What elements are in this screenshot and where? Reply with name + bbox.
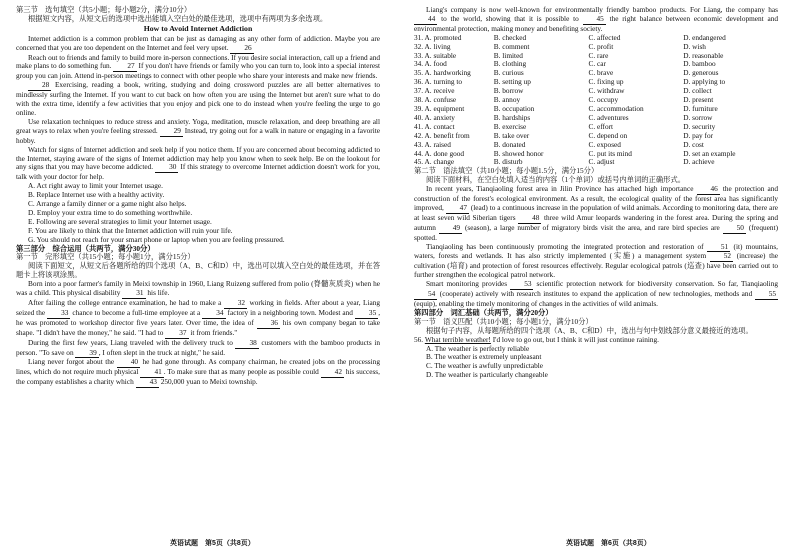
cloze-option-cell: B. occupation <box>493 103 535 113</box>
blank-37[interactable]: 37 <box>165 329 188 339</box>
cloze-option-cell: D. cost <box>683 139 704 149</box>
cloze-option-cell: B. disturb <box>493 157 523 167</box>
cloze-option-cell: 45. A. change <box>414 157 455 167</box>
cloze-option-cell: D. generous <box>683 68 719 78</box>
blank-40[interactable]: 40 <box>117 358 140 368</box>
cloze-option-cell: B. annoy <box>493 95 521 105</box>
blank-50[interactable]: 50 <box>723 224 746 234</box>
cloze-option-cell: D. security <box>683 121 716 131</box>
blank-44[interactable]: 44 <box>414 15 437 25</box>
sentence-options <box>16 182 380 244</box>
page-footer-right: 英语试题 第6页（共8页） <box>566 540 651 547</box>
blank-52[interactable]: 52 <box>710 252 733 262</box>
blank-38[interactable]: 38 <box>235 339 258 349</box>
cloze-option-cell: C. exposed <box>588 139 621 149</box>
cloze-option-cell: 35. A. hardworking <box>414 68 471 78</box>
blank-36[interactable]: 36 <box>257 319 280 329</box>
section3-heading: 第三节 选句填空（共5小题；每小题2分，满分10分） <box>16 5 192 14</box>
cloze-option-cell: D. collect <box>683 86 712 96</box>
part4-heading: 第四部分 词汇基础（共两节，满分20分） <box>414 307 553 317</box>
cloze-option-cell: B. comment <box>493 41 530 51</box>
underlined-phrase: What terrible weather! <box>424 334 491 344</box>
blank-39[interactable]: 39 <box>75 349 98 359</box>
option-b: B. Replace Internet use with a healthy activity. <box>28 190 165 200</box>
blank-46[interactable]: 46 <box>697 185 720 195</box>
blank-34[interactable]: 34 <box>202 309 225 319</box>
cloze-paragraph: Born into a poor farmer's family in Meixi township in 1960, Liang Ruizeng suffered from polio (脊髓灰质炎) when he was a child. This physical disability 31 his life. <box>16 279 380 298</box>
option-d: D. Employ your extra time to do something worthwhile. <box>28 207 193 217</box>
q56-option-b: B. The weather is extremely unpleasant <box>426 352 542 362</box>
cloze-option-cell: 32. A. living <box>414 41 451 51</box>
cloze-option-cell: D. sorrow <box>683 112 713 122</box>
cloze-option-cell: B. take over <box>493 130 530 140</box>
left-column <box>16 6 380 388</box>
cloze-option-cell: C. affected <box>588 32 621 42</box>
cloze-option-cell: 37. A. receive <box>414 86 455 96</box>
cloze-option-cell: C. effort <box>588 121 614 131</box>
cloze-option-cell: B. exercise <box>493 121 527 131</box>
grammar-paragraph: Tianqiaoling has been continuously promoting the integrated protection and restoration of 51 (it) mountains, waters, forests and wetlands. It has also strictly implemented (实施) a management system 52 (increase) the cultivation (培育) and protection of forest resources effectively. Regular ecological patrols (巡查) have been carried out to further strengthen the ecological patrol network. <box>414 241 779 280</box>
cloze-option-cell: 41. A. contact <box>414 121 455 131</box>
cloze-option-cell: 34. A. food <box>414 59 447 69</box>
blank-49[interactable]: 49 <box>439 224 462 234</box>
blank-47[interactable]: 47 <box>446 204 469 214</box>
cloze-option-cell: C. occupy <box>588 95 619 105</box>
cloze-paragraph: After failing the college entrance examination, he had to make a 32 working in fields. After about a year, Liang seized the 33 chance to become a full-time employee at a 34 factory in a neighboring town. Modest and 35 , he was promoted to workshop director five years later. Over time, the idea of 36 his own company began to take shape. "I didn't have the money," he said. "I had to 37 it from friends." <box>16 298 381 337</box>
cloze-option-cell: C. fixing up <box>588 77 624 87</box>
grammar-paragraph: Smart monitoring provides 53 scientific protection network for biodiversity conservation. So far, Tianqiaoling 54 (cooperate) actively with research institutes to expand the application of new technologies, methods and 55 (equip), enabling the timely monitoring of changes in the activities of wild animals. <box>414 279 778 308</box>
cloze-option-cell: 44. A. done good <box>414 148 465 158</box>
cloze-option-cell: C. withdraw <box>588 86 625 96</box>
cloze-option-cell: D. pay for <box>683 130 714 140</box>
cloze-option-cell: D. bamboo <box>683 59 716 69</box>
grammar-paragraph: In recent years, Tianqiaoling forest area in Jilin Province has attached high importance 46 the protection and construction of the forest's ecological environment. As a result, the ecological quality of the forest area has significantly improved, 47 (lead) to a continuous increase in the population of wild animals. According to monitoring data, there are at least seven wild Siberian tigers 48 three wild Amur leopards wandering in the forest area. During the spring and autumn 49 (season), a large number of migratory birds visit the area, and rare bird species are 50 (frequent) spotted. <box>414 184 779 242</box>
page-footer-left: 英语试题 第5页（共8页） <box>170 540 255 547</box>
cloze-option-cell: D. reasonable <box>683 50 724 60</box>
right-column <box>414 6 778 380</box>
passage-paragraph: Watch for signs of Internet addiction and seek help if you notice them. If you are concerned about becoming addicted to the Internet, staying aware of the signs of Internet addiction may help you know when to seek help. Be on the lookout for any signs that you may have become addicted. 30 If this strategy to overcome Internet addiction doesn't work for you, talk with your doctor for help. <box>16 144 380 182</box>
blank-42[interactable]: 42 <box>321 368 344 378</box>
cloze-paragraph: Liang's company is now well-known for environmentally friendly bamboo products. For Liang, the company has 44 to the world, showing that it is possible to 45 the right balance between economic development and environmental protection, making money and benefiting society. <box>414 5 778 33</box>
passage-paragraph: Use relaxation techniques to reduce stress and anxiety. Yoga, meditation, muscle relaxation, and deep breathing are all great ways to relax when you're feeling stressed. 29 Instead, try going out for a walk in nature or engaging in a favorite hobby. <box>16 116 381 145</box>
blank-41[interactable]: 41 <box>140 368 163 378</box>
cloze-option-cell: B. setting up <box>493 77 531 87</box>
passage-title: How to Avoid Internet Addiction <box>143 23 253 33</box>
matching-instructions: 根据句子内容，从每题所给的四个选项（A、B、C和D）中，选出与句中划线部分意义最接近的选项。 <box>426 325 753 335</box>
cloze-heading: 第一节 完形填空（共15小题；每小题1分，满分15分） <box>16 252 195 262</box>
cloze-option-cell: C. profit <box>588 41 614 51</box>
cloze-options-table <box>414 34 778 168</box>
blank-48[interactable]: 48 <box>518 214 541 224</box>
cloze-option-cell: C. adventures <box>588 112 629 122</box>
option-e: E. Following are several strategies to limit your Internet usage. <box>28 216 212 226</box>
cloze-option-cell: 40. A. anxiety <box>414 112 455 122</box>
option-f: F. You are likely to think that the Internet addiction will ruin your life. <box>28 225 233 235</box>
passage-paragraph: Reach out to friends and family to build more in-person connections. If you desire social interaction, call up a friend and make plans to do something fun. 27 If you don't have friends or family who you can turn to, look into a special interest group you can join. Attend in-person meetings to connect with other people who share your interests and make new friends. <box>16 52 380 81</box>
cloze-instructions: 阅读下面短文，从短文后各题所给的四个选项（A、B、C和D）中，选出可以填入空白处的最佳选项，并在答题卡上将该项涂黑。 <box>16 261 380 280</box>
cloze-option-cell: C. rare <box>588 50 609 60</box>
cloze-option-cell: D. achieve <box>683 157 715 167</box>
cloze-option-cell: 33. A. suitable <box>414 50 457 60</box>
q56-option-a: A. The weather is perfectly reliable <box>426 343 530 353</box>
grammar-instructions: 阅读下面材料，在空白处填入适当的内容（1个单词）或括号内单词的正确形式。 <box>426 175 686 185</box>
cloze-option-cell: D. applying to <box>683 77 726 87</box>
cloze-option-cell: C. car <box>588 59 606 69</box>
cloze-option-cell: D. wish <box>683 41 706 51</box>
cloze-option-cell: 36. A. turning to <box>414 77 463 87</box>
blank-27[interactable]: 27 <box>113 62 136 72</box>
cloze-option-cell: B. limited <box>493 50 523 60</box>
q56-option-d: D. The weather is particularly changeable <box>426 370 548 380</box>
passage-paragraph: Internet addiction is a common problem that can be just as damaging as any other form of addiction. Maybe you are concerned that you are too dependent on the Internet and feel very upset. 26 <box>16 33 380 52</box>
cloze-option-cell: 31. A. promoted <box>414 32 462 42</box>
question-56: 56. What terrible weather! I'd love to go out, but I think it will just continue raining. <box>414 334 659 344</box>
matching-heading: 第一节 语义匹配（共10小题；每小题1分，满分10分） <box>414 316 593 326</box>
cloze-option-cell: D. furniture <box>683 103 718 113</box>
blank-55[interactable]: 55 <box>755 290 778 300</box>
blank-51[interactable]: 51 <box>707 243 730 253</box>
cloze-option-cell: C. depend on <box>588 130 628 140</box>
cloze-option-cell: B. checked <box>493 32 527 42</box>
cloze-option-cell: C. adjust <box>588 157 615 167</box>
option-g: G. You should not reach for your smart phone or laptop when you are feeling pressured. <box>28 234 285 244</box>
blank-54[interactable]: 54 <box>414 290 437 300</box>
part3-heading: 第三部分 综合运用（共两节，满分30分） <box>16 243 155 253</box>
cloze-option-cell: B. borrow <box>493 86 524 96</box>
cloze-option-cell: 38. A. confuse <box>414 95 457 105</box>
blank-53[interactable]: 53 <box>510 280 533 290</box>
section3-instructions: 根据短文内容，从短文后的选项中选出能填入空白处的最佳选项，选项中有两项为多余选项。 <box>28 13 328 23</box>
blank-30[interactable]: 30 <box>155 163 178 173</box>
blank-33[interactable]: 33 <box>47 309 70 319</box>
cloze-option-cell: C. accommodation <box>588 103 644 113</box>
cloze-option-cell: B. curious <box>493 68 524 78</box>
cloze-paragraph: During the first few years, Liang traveled with the delivery truck to 38 customers with the bamboo products in person. "To save on 39 , I often slept in the truck at night," he said. <box>16 337 381 357</box>
cloze-option-cell: B. clothing <box>493 59 527 69</box>
blank-35[interactable]: 35 <box>355 309 378 319</box>
blank-31[interactable]: 31 <box>122 289 145 299</box>
blank-43[interactable]: 43 <box>136 378 159 388</box>
cloze-option-cell: B. donated <box>493 139 526 149</box>
grammar-heading: 第二节 语法填空（共10小题；每小题1.5分，满分15分） <box>414 166 599 176</box>
cloze-option-cell: C. brave <box>588 68 614 78</box>
cloze-option-cell: C. put its mind <box>588 148 632 158</box>
option-a: A. Act right away to limit your Internet usage. <box>28 181 163 191</box>
q56-option-c: C. The weather is awfully unpredictable <box>426 361 543 371</box>
cloze-option-cell: B. hardships <box>493 112 531 122</box>
cloze-option-cell: D. endangered <box>683 32 726 42</box>
blank-32[interactable]: 32 <box>224 299 247 309</box>
cloze-option-cell: D. set an example <box>683 148 736 158</box>
passage-paragraph: 28 Exercising, reading a book, writing, studying and doing crossword puzzles are all better alternatives to mindlessly surfing the Internet. If you want to cut back on how often you are using the Internet but aren't sure what to do with the extra time, identify a few activities that you enjoy and pick one to do instead when you're feeling the urge to go online. <box>16 80 380 117</box>
blank-28[interactable]: 28 <box>28 81 51 91</box>
option-c: C. Arrange a family dinner or a game night also helps. <box>28 199 187 209</box>
cloze-option-cell: B. showed honor <box>493 148 544 158</box>
cloze-option-cell: 39. A. equipment <box>414 103 465 113</box>
blank-29[interactable]: 29 <box>160 127 183 137</box>
cloze-option-cell: D. present <box>683 95 714 105</box>
cloze-option-cell: 43. A. raised <box>414 139 451 149</box>
blank-26[interactable]: 26 <box>230 44 253 54</box>
blank-45[interactable]: 45 <box>583 15 606 25</box>
cloze-paragraph: Liang never forgot about the 40 he had gone through. As company chairman, he created jobs on the processing lines, which do not require much physical 41 . To make sure that as many people as possible could 42 his success, the company establishes a charity which 43 250,000 yuan to Meixi township. <box>16 357 380 387</box>
cloze-option-cell: 42. A. benefit from <box>414 130 470 140</box>
